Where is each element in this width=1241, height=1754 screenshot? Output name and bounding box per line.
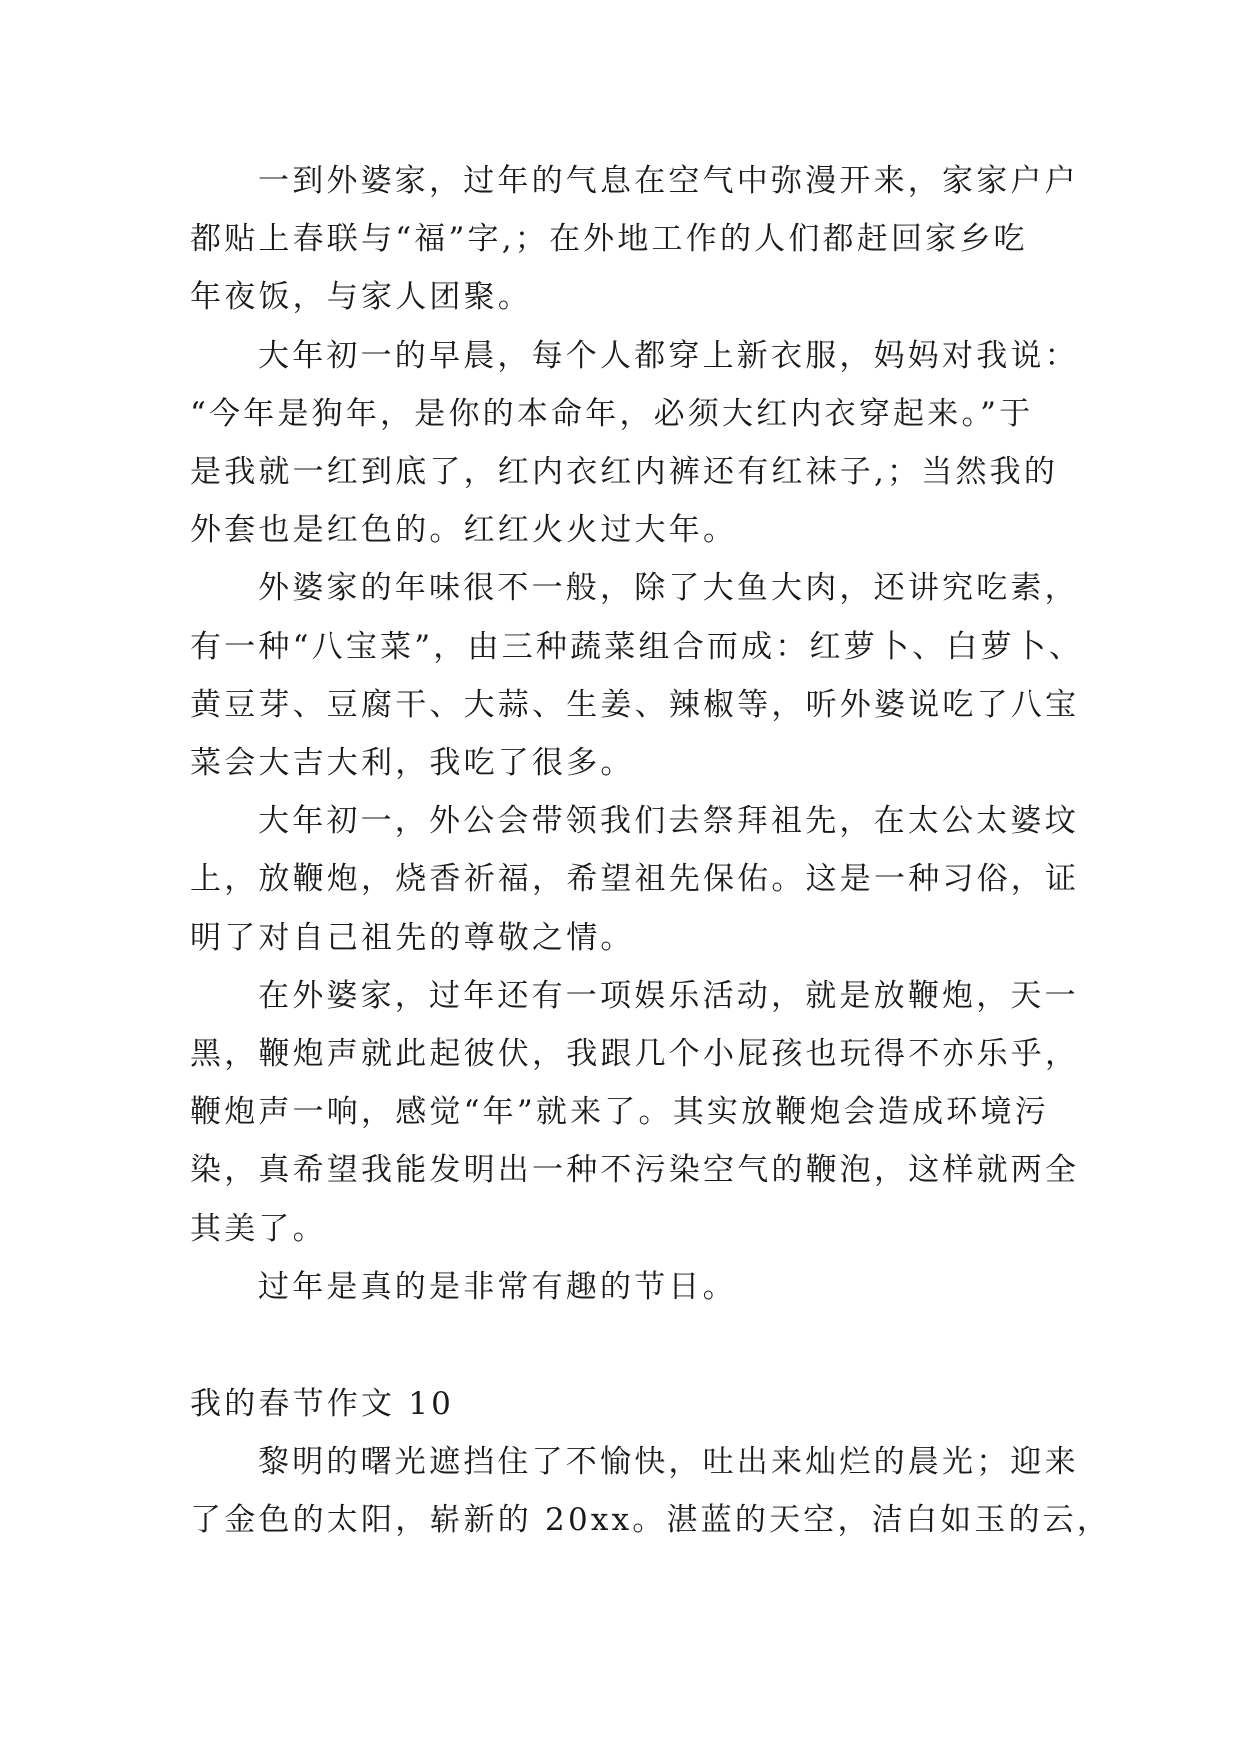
paragraph-4 [190, 792, 1080, 967]
paragraph-5 [190, 967, 1080, 1258]
paragraph-6 [190, 1258, 1062, 1316]
section-heading: 我的春节作文 10 [190, 1386, 455, 1423]
text-line: 外套也是红色的。红红火火过大年。 [190, 512, 738, 549]
paragraph-3 [190, 559, 1084, 792]
text-line: 黄豆芽、豆腐干、大蒜、生姜、辣椒等，听外婆说吃了八宝 [190, 686, 1080, 723]
text-line: 染，真希望我能发明出一种不污染空气的鞭泡，这样就两全 [190, 1152, 1080, 1189]
text-line: 年夜饭，与家人团聚。 [190, 279, 532, 316]
text-line: 是我就一红到底了，红内衣红内裤还有红袜子,；当然我的 [190, 454, 1059, 491]
text-line: 过年是真的是非常有趣的节日。 [258, 1268, 737, 1305]
text-line: 大年初一的早晨，每个人都穿上新衣服，妈妈对我说： [258, 337, 1079, 374]
paragraph-1 [190, 152, 1079, 327]
paragraph-7 [190, 1433, 1112, 1549]
text-line: 黑，鞭炮声就此起彼伏，我跟几个小屁孩也玩得不亦乐乎， [190, 1036, 1080, 1073]
text-line: 了金色的太阳，崭新的 20xx。湛蓝的天空，洁白如玉的云， [190, 1502, 1112, 1539]
text-line: 菜会大吉大利，我吃了很多。 [190, 745, 635, 782]
text-line: 一到外婆家，过年的气息在空气中弥漫开来，家家户户 [258, 163, 1079, 199]
text-line: “今年是狗年，是你的本命年，必须大红内衣穿起来。”于 [190, 395, 1034, 432]
text-line: 外婆家的年味很不一般，除了大鱼大肉，还讲究吃素， [258, 570, 1079, 607]
text-line: 大年初一，外公会带领我们去祭拜祖先，在太公太婆坟 [258, 803, 1079, 840]
text-line: 都贴上春联与“福”字,；在外地工作的人们都赶回家乡吃 [190, 221, 1028, 258]
text-line: 上，放鞭炮，烧香祈福，希望祖先保佑。这是一种习俗，证 [190, 861, 1080, 898]
text-line: 其美了。 [190, 1210, 327, 1247]
text-line: 有一种“八宝菜”，由三种蔬菜组合而成：红萝卜、白萝卜、 [190, 628, 1084, 665]
document-body [190, 152, 1112, 1550]
text-line: 在外婆家，过年还有一项娱乐活动，就是放鞭炮，天一 [258, 977, 1079, 1014]
text-line: 鞭炮声一响，感觉“年”就来了。其实放鞭炮会造成环境污 [190, 1094, 1049, 1131]
text-line: 黎明的曙光遮挡住了不愉快，吐出来灿烂的晨光；迎来 [258, 1444, 1079, 1481]
text-line: 明了对自己祖先的尊敬之情。 [190, 919, 635, 956]
paragraph-2 [190, 327, 1079, 560]
